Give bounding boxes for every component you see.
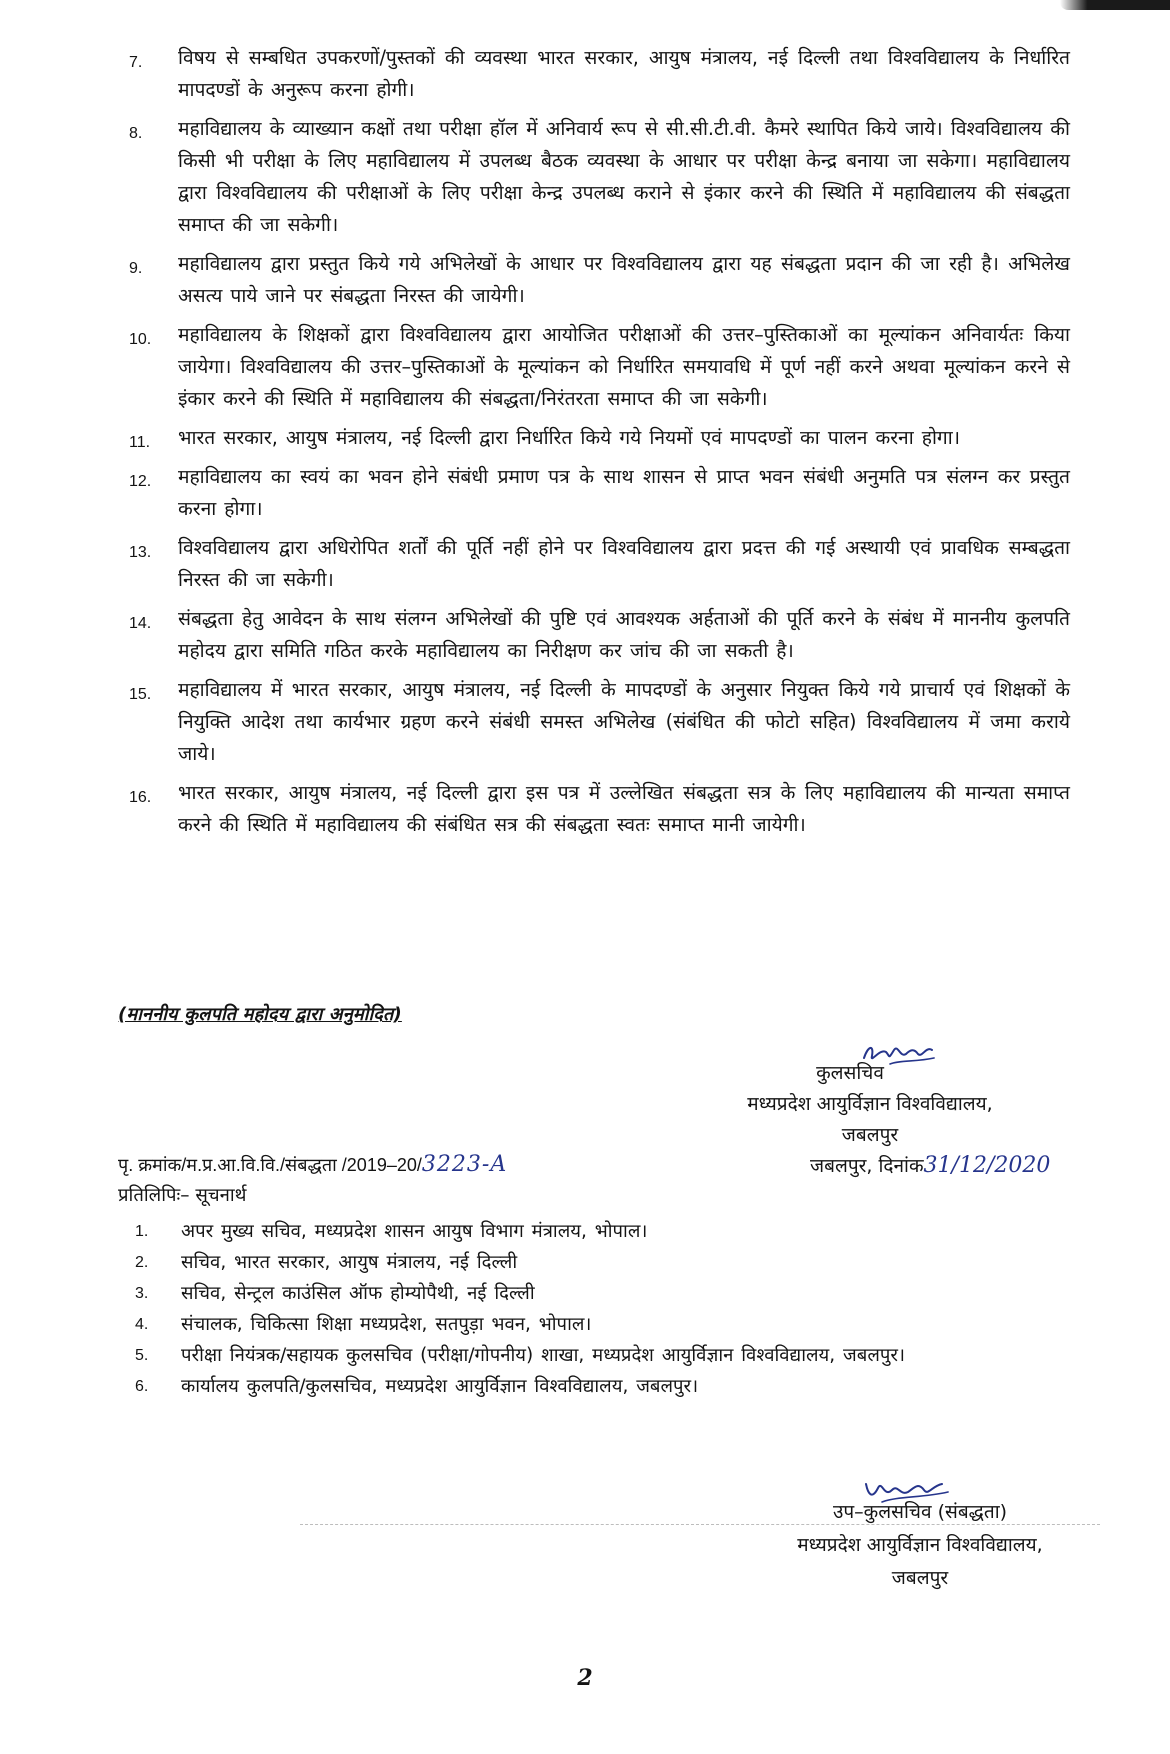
copy-number: 4. [135, 1316, 149, 1333]
condition-text: विषय से सम्बधित उपकरणों/पुस्तकों की व्यवस्था भारत सरकार, आयुष मंत्रालय, नई दिल्ली तथा विश्वविद्यालय के निर्धारित मापदण्डों के अनुरूप करना होगी। [178, 46, 1070, 101]
condition-text: भारत सरकार, आयुष मंत्रालय, नई दिल्ली द्वारा इस पत्र में उल्लेखित संबद्धता सत्र के लिए महाविद्यालय की मान्यता समाप्त करने की स्थिति में महाविद्यालय की संबंधित सत्र की संबद्धता स्वतः समाप्त मानी जायेगी। [178, 781, 1070, 836]
condition-item [110, 461, 1070, 525]
condition-item [110, 674, 1070, 770]
copy-item [118, 1278, 1078, 1309]
date-label: जबलपुर, दिनांक [810, 1155, 924, 1177]
registrar-university: मध्यप्रदेश आयुर्विज्ञान विश्वविद्यालय, [747, 1093, 993, 1115]
reference-number: पृ. क्रमांक/म.प्र.आ.वि.वि./संबद्धता /2019–20/ [118, 1155, 422, 1175]
condition-item [110, 777, 1070, 841]
registrar-block [660, 1058, 1080, 1151]
condition-number: 11. [129, 434, 151, 451]
registrar-city: जबलपुर [841, 1124, 899, 1146]
condition-number: 15. [129, 686, 152, 703]
copy-list [118, 1216, 1078, 1402]
condition-item [110, 248, 1070, 312]
condition-text: संबद्धता हेतु आवेदन के साथ संलग्न अभिलेखों की पुष्टि एवं आवश्यक अर्हताओं की पूर्ति करने के संबंध में माननीय कुलपति महोदय द्वारा समिति गठित करके महाविद्यालय का निरीक्षण कर जांच की जा सकती है। [178, 607, 1070, 662]
copy-item [118, 1247, 1078, 1278]
condition-text: महाविद्यालय के शिक्षकों द्वारा विश्वविद्यालय द्वारा आयोजित परीक्षाओं की उत्तर–पुस्तिकाओं का मूल्यांकन अनिवार्यतः किया जायेगा। विश्वविद्यालय की उत्तर–पुस्तिकाओं के मूल्यांकन को निर्धारित समयावधि में पूर्ण नहीं करने अथवा मूल्यांकन करने से इंकार करने की स्थिति में महाविद्यालय की संबद्धता/निरंतरता समाप्त की जा सकेगी। [178, 323, 1070, 410]
condition-number: 16. [129, 789, 152, 806]
condition-number: 8. [129, 125, 143, 142]
condition-number: 10. [129, 331, 152, 348]
condition-text: भारत सरकार, आयुष मंत्रालय, नई दिल्ली द्वारा निर्धारित किये गये नियमों एवं मापदण्डों का पालन करना होगा। [178, 426, 960, 449]
copy-item [118, 1309, 1078, 1340]
condition-number: 14. [129, 615, 152, 632]
condition-number: 9. [129, 260, 143, 277]
copy-text: संचालक, चिकित्सा शिक्षा मध्यप्रदेश, सतपुड़ा भवन, भोपाल। [181, 1314, 592, 1335]
deputy-registrar-block [740, 1496, 1100, 1595]
copy-text: सचिव, सेन्ट्रल काउंसिल ऑफ होम्योपैथी, नई दिल्ली [181, 1283, 535, 1304]
condition-item [110, 532, 1070, 596]
copy-number: 2. [135, 1254, 149, 1271]
condition-text: महाविद्यालय द्वारा प्रस्तुत किये गये अभिलेखों के आधार पर विश्वविद्यालय द्वारा यह संबद्धता प्रदान की जा रही है। अभिलेख असत्य पाये जाने पर संबद्धता निरस्त की जायेगी। [178, 252, 1070, 307]
condition-text: महाविद्यालय के व्याख्यान कक्षों तथा परीक्षा हॉल में अनिवार्य रूप से सी.सी.टी.वी. कैमरे स्थापित किये जाये। विश्वविद्यालय की किसी भी परीक्षा के लिए महाविद्यालय में उपलब्ध बैठक व्यवस्था के आधार पर परीक्षा केन्द्र बनाया जा सकेगा। महाविद्यालय द्वारा विश्वविद्यालय की परीक्षाओं के लिए परीक्षा केन्द्र उपलब्ध कराने से इंकार करने की स्थिति में महाविद्यालय की संबद्धता समाप्त की जा सकेगी। [178, 117, 1070, 236]
copy-text: अपर मुख्य सचिव, मध्यप्रदेश शासन आयुष विभाग मंत्रालय, भोपाल। [181, 1221, 648, 1242]
condition-text: महाविद्यालय का स्वयं का भवन होने संबंधी प्रमाण पत्र के साथ शासन से प्राप्त भवन संबंधी अनुमति पत्र संलग्न कर प्रस्तुत करना होगा। [178, 465, 1070, 520]
handwritten-date: 31/12/2020 [923, 1153, 1051, 1178]
copy-text: कार्यालय कुलपति/कुलसचिव, मध्यप्रदेश आयुर्विज्ञान विश्वविद्यालय, जबलपुर। [181, 1376, 699, 1397]
deputy-registrar-university: मध्यप्रदेश आयुर्विज्ञान विश्वविद्यालय, [797, 1534, 1043, 1556]
condition-item [110, 422, 1070, 454]
condition-number: 13. [129, 544, 152, 561]
condition-item [110, 319, 1070, 415]
scan-edge-mark [1060, 0, 1170, 10]
condition-item [110, 42, 1070, 106]
copy-number: 3. [135, 1285, 149, 1302]
registrar-title: कुलसचिव [816, 1062, 884, 1084]
date-line [810, 1152, 1050, 1178]
deputy-registrar-city: जबलपुर [891, 1567, 949, 1589]
copy-text: सचिव, भारत सरकार, आयुष मंत्रालय, नई दिल्ली [181, 1252, 518, 1273]
deputy-registrar-title: उप–कुलसचिव (संबद्धता) [832, 1501, 1008, 1523]
approval-note: (माननीय कुलपति महोदय द्वारा अनुमोदित) [118, 1004, 402, 1025]
copy-item [118, 1216, 1078, 1247]
condition-number: 12. [129, 473, 152, 490]
conditions-list [110, 42, 1070, 848]
condition-number: 7. [129, 54, 143, 71]
condition-item [110, 113, 1070, 241]
condition-item [110, 603, 1070, 667]
copy-item [118, 1371, 1078, 1402]
copy-heading: प्रतिलिपिः– सूचनार्थ [118, 1185, 247, 1206]
handwritten-reference: 3223-A [421, 1152, 508, 1177]
copy-number: 1. [135, 1223, 149, 1240]
copy-item [118, 1340, 1078, 1371]
reference-line [118, 1152, 507, 1177]
copy-number: 5. [135, 1347, 149, 1364]
condition-text: विश्वविद्यालय द्वारा अधिरोपित शर्तों की पूर्ति नहीं होने पर विश्वविद्यालय द्वारा प्रदत्त की गई अस्थायी एवं प्रावधिक सम्बद्धता निरस्त की जा सकेगी। [178, 536, 1070, 591]
copy-number: 6. [135, 1378, 149, 1395]
copy-text: परीक्षा नियंत्रक/सहायक कुलसचिव (परीक्षा/गोपनीय) शाखा, मध्यप्रदेश आयुर्विज्ञान विश्वविद्यालय, जबलपुर। [181, 1345, 905, 1366]
condition-text: महाविद्यालय में भारत सरकार, आयुष मंत्रालय, नई दिल्ली के मापदण्डों के अनुसार नियुक्त किये गये प्राचार्य एवं शिक्षकों के नियुक्ति आदेश तथा कार्यभार ग्रहण करने संबंधी समस्त अभिलेख (संबंधित की फोटो सहित) विश्वविद्यालय में जमा कराये जाये। [178, 678, 1070, 765]
page-number: 2 [577, 1665, 593, 1691]
